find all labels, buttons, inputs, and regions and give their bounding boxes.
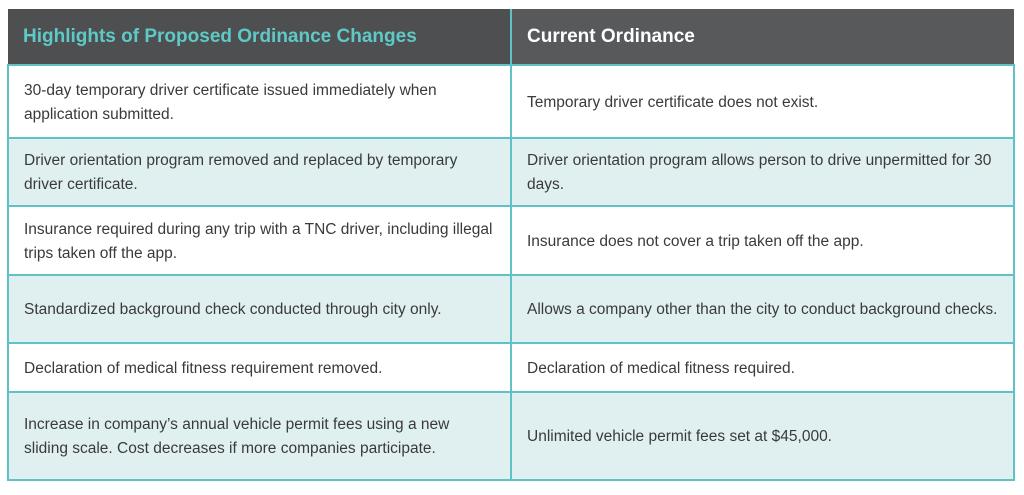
table-row [8, 65, 1014, 138]
table-row [8, 392, 1014, 480]
table-header-row [8, 9, 1014, 65]
current-cell: Unlimited vehicle permit fees set at $45,000. [511, 392, 1014, 480]
current-cell: Allows a company other than the city to conduct background checks. [511, 275, 1014, 343]
current-cell: Declaration of medical fitness required. [511, 343, 1014, 392]
table-row [8, 138, 1014, 206]
ordinance-comparison-table-container [7, 9, 1013, 481]
table-row [8, 275, 1014, 343]
table-row [8, 343, 1014, 392]
current-cell: Driver orientation program allows person to drive unpermitted for 30 days. [511, 138, 1014, 206]
proposed-cell: 30-day temporary driver certificate issued immediately when application submitted. [8, 65, 511, 138]
ordinance-comparison-table [7, 9, 1015, 481]
current-cell: Insurance does not cover a trip taken off the app. [511, 206, 1014, 275]
header-proposed-changes: Highlights of Proposed Ordinance Changes [8, 9, 511, 65]
proposed-cell: Driver orientation program removed and replaced by temporary driver certificate. [8, 138, 511, 206]
proposed-cell: Standardized background check conducted through city only. [8, 275, 511, 343]
proposed-cell: Increase in company’s annual vehicle permit fees using a new sliding scale. Cost decreases if more companies participate. [8, 392, 511, 480]
table-row [8, 206, 1014, 275]
proposed-cell: Insurance required during any trip with a TNC driver, including illegal trips taken off the app. [8, 206, 511, 275]
header-current-ordinance: Current Ordinance [511, 9, 1014, 65]
current-cell: Temporary driver certificate does not exist. [511, 65, 1014, 138]
proposed-cell: Declaration of medical fitness requirement removed. [8, 343, 511, 392]
